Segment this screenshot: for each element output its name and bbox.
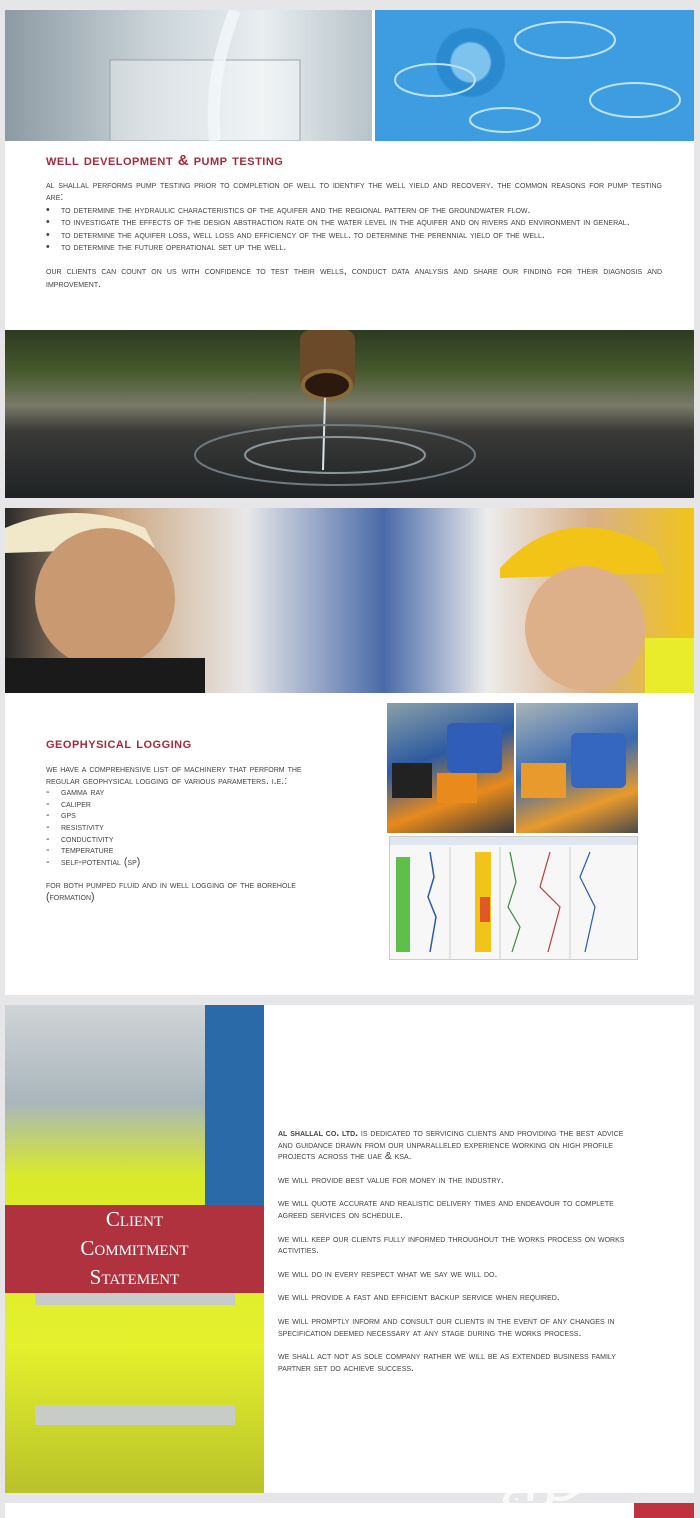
client-commitment-page (5, 1005, 694, 1493)
banner-line: Statement (89, 1265, 180, 1289)
commitment-item: we will keep our clients fully informed throughout the works process on works activities. (278, 1233, 625, 1257)
water-glass-image (5, 10, 372, 141)
list-item: - conductivity (46, 834, 326, 846)
well-reasons-list (46, 204, 662, 254)
geo-parameters-list (46, 787, 326, 868)
workers-image (5, 508, 694, 693)
list-item: - gps (46, 810, 326, 822)
list-item: • to investigate the effects of the design abstraction rate on the water level in the aquifer and on rivers and environment in general. (46, 216, 662, 228)
commitment-item: we will provide best value for money in the industry. (278, 1174, 504, 1186)
commitment-item: we shall act not as sole company rather we will be as extended business family partner set do achieve success. (278, 1351, 616, 1374)
well-section-title: well development & pump testing (46, 152, 284, 169)
geo-section-title: geophysical logging (46, 735, 192, 752)
well-development-page (5, 10, 694, 498)
geo-section-body (46, 764, 326, 904)
geo-intro: we have a comprehensive list of machinery that perform the regular geophysical logging of various parameters. i.e.: (46, 763, 302, 787)
commitment-item: we will quote accurate and realistic delivery times and endeavour to complete agreed services on schedule. (278, 1198, 614, 1221)
water-ripples-image (375, 10, 694, 141)
client-commitment-banner (5, 1205, 264, 1293)
commitment-intro (278, 1128, 640, 1163)
list-item: - gamma ray (46, 787, 326, 799)
company-name: al shallal co. ltd. (278, 1128, 359, 1139)
geophysical-logging-page (5, 508, 694, 995)
logging-winch-image (516, 703, 638, 833)
list-item: • to determine the hydraulic characteristics of the aquifer and the regional pattern of the groundwater flow. (46, 204, 662, 216)
list-item: - resistivity (46, 822, 326, 834)
list-item: - self-potential (sp) (46, 857, 326, 869)
list-item: - caliper (46, 799, 326, 811)
banner-line: Commitment (80, 1236, 189, 1260)
list-item: - temperature (46, 845, 326, 857)
well-section-body (46, 179, 662, 290)
water-pipe-image (5, 330, 694, 498)
commitment-item: we will promptly inform and consult our clients in the event of any changes in specification deemed necessary at any stage during the works process. (278, 1315, 615, 1339)
well-log-chart-image (389, 836, 638, 960)
well-intro: al shallal performs pump testing prior to completion of well to identify the well yield and recovery. the common reasons for pump testing are: (46, 179, 662, 204)
logging-equipment-image (387, 703, 514, 833)
commitment-item: we will provide a fast and efficient backup service when required. (278, 1292, 560, 1304)
well-closing: our clients can count on us with confidence to test their wells, conduct data analysis and share our finding for their diagnosis and improvement. (46, 265, 662, 290)
list-item: • to determine the future operational set up the well. (46, 241, 662, 253)
commitment-text (278, 1128, 640, 1386)
haraj-watermark: حراج (500, 1470, 582, 1510)
list-item: • to determine the aquifer loss, well loss and efficiency of the well. to determine the perennial yield of the well. (46, 229, 662, 241)
commitment-item: we will do in every respect what we say we will do. (278, 1268, 498, 1280)
banner-line: Client (105, 1207, 164, 1231)
intro-rest: is dedicated to servicing clients and providing the best advice and guidance drawn from our unparalleled experience working on high profile projects across the uae & ksa. (278, 1128, 624, 1163)
geo-closing: for both pumped fluid and in well logging of the borehole (formation) (46, 879, 296, 903)
